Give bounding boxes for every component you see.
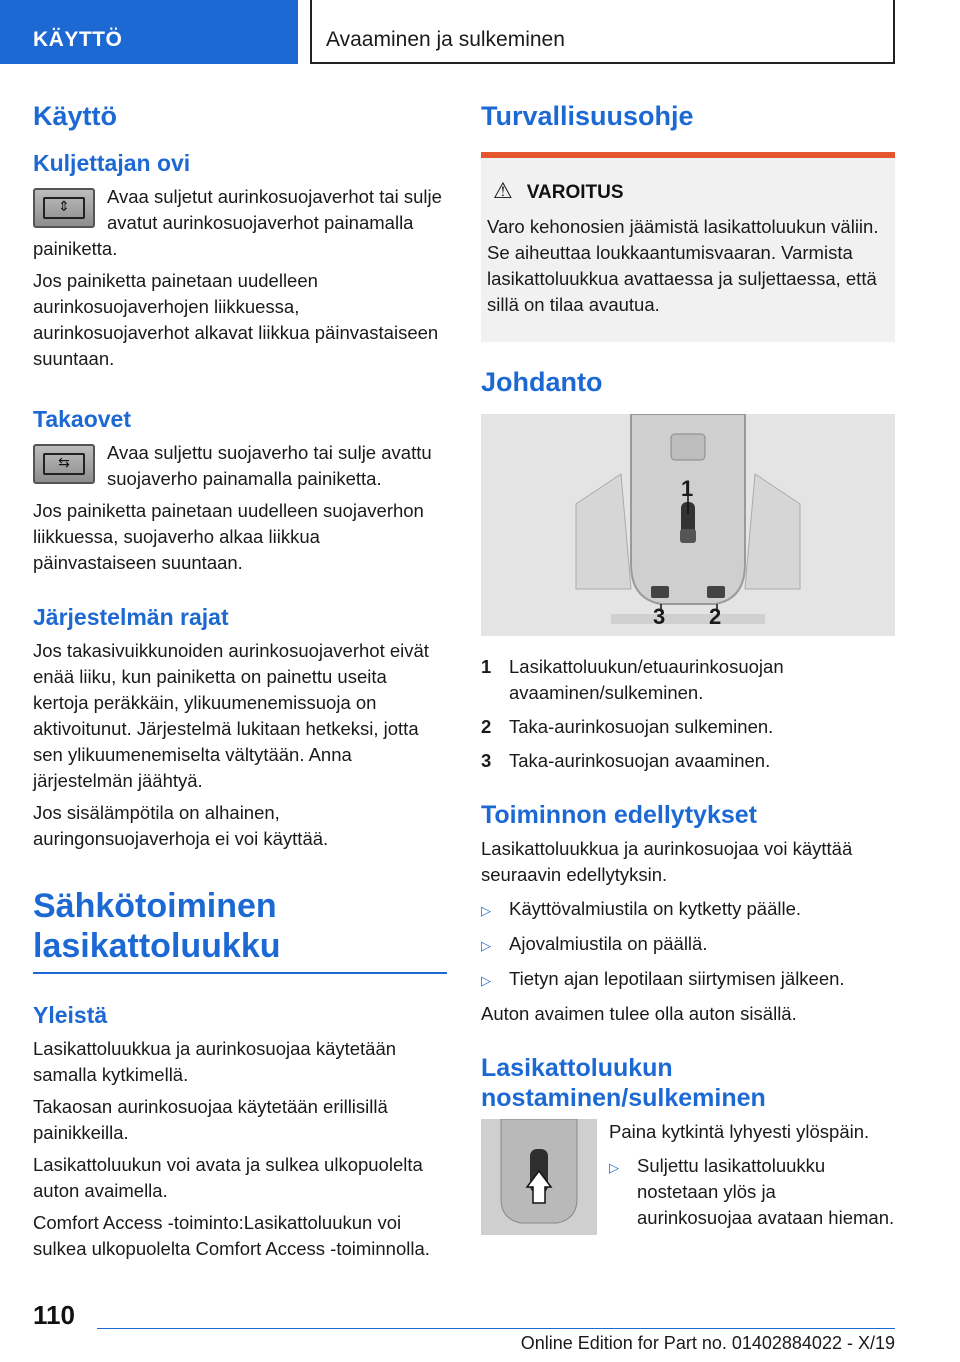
legend-item [481, 714, 895, 740]
photo-label-2: 2 [709, 604, 722, 629]
kuljettajan-ovi-text-1: Avaa suljetut aurinkosuojaverhot tai sulje avatut aurinkosuojaverhot painamalla painiketta. [33, 186, 442, 259]
warning-title [493, 178, 889, 204]
nostaminen-heading: Lasikattoluukun nostaminen/sulkeminen [481, 1054, 766, 1112]
takaovet-text-1: Avaa suljettu suojaverho tai sulje avattu suojaverho painamalla painiketta. [107, 442, 432, 489]
list-item [481, 966, 895, 994]
legend-number: 1 [481, 656, 492, 677]
legend-list [481, 654, 895, 774]
roof-switch-illustration [481, 1119, 597, 1235]
takaovet-block [33, 440, 447, 498]
legend-text: Taka-aurinkosuojan avaaminen. [509, 750, 771, 771]
section-title-line-1: Sähkötoiminen [33, 887, 277, 925]
warning-box [481, 152, 895, 342]
overhead-console-illustration [481, 414, 895, 636]
right-column [481, 98, 895, 1238]
list-item-text: Ajovalmiustila on päällä. [509, 933, 708, 954]
yleista-p1: Lasikattoluukkua ja aurinkosuojaa käytetään samalla kytkimellä. [33, 1038, 397, 1085]
edellytykset-intro: Lasikattoluukkua ja aurinkosuojaa voi käyttää seuraavin edellytyksin. [481, 838, 853, 885]
footer-rule [97, 1328, 895, 1329]
legend-number: 2 [481, 716, 492, 737]
yleista-p3: Lasikattoluukun voi avata ja sulkea ulkopuolelta auton avaimella. [33, 1154, 423, 1201]
nostaminen-text: Paina kytkintä lyhyesti ylöspäin. [609, 1121, 870, 1142]
photo-label-1: 1 [681, 476, 694, 501]
header-section: KÄYTTÖ [0, 0, 298, 64]
list-item [609, 1153, 895, 1231]
edellytykset-list [481, 896, 895, 994]
kuljettajan-ovi-heading: Kuljettajan ovi [33, 150, 191, 176]
kaytto-heading: Käyttö [33, 101, 118, 131]
section-rule [33, 972, 447, 974]
triangle-bullet-icon: ▷ [481, 938, 491, 953]
rear-sunshade-button-icon: ⇆ [33, 444, 95, 484]
rajat-heading: Järjestelmän rajat [33, 604, 229, 630]
section-title-line-2: lasikattoluukku [33, 927, 281, 965]
list-item-text: Tietyn ajan lepotilaan siirtymisen jälkeen. [509, 968, 845, 989]
list-item [481, 896, 895, 924]
triangle-bullet-icon: ▷ [609, 1160, 619, 1175]
nostaminen-block [481, 1119, 895, 1238]
triangle-bullet-icon: ▷ [481, 903, 491, 918]
legend-text: Taka-aurinkosuojan sulkeminen. [509, 716, 774, 737]
list-item [481, 931, 895, 959]
edellytykset-outro: Auton avaimen tulee olla auton sisällä. [481, 1003, 797, 1024]
rajat-text-1: Jos takasivuikkunoiden aurinkosuojaverhot eivät enää liiku, kun painiketta on painettu useita kertoja peräkkäin, ylikuumenemissuoja on aktivoitunut. Järjestelmä lukitaan hetkeksi, jotta sen ylikuumenemiselta vältytään. Anna järjestelmän jäähtyä. [33, 640, 429, 791]
overhead-console-photo [481, 414, 895, 636]
legend-item [481, 748, 895, 774]
johdanto-heading: Johdanto [481, 367, 603, 397]
list-item-text: Suljettu lasikattoluukku nostetaan ylös ja aurinkosuojaa avataan hieman. [637, 1155, 895, 1228]
kuljettajan-ovi-block [33, 184, 447, 268]
legend-number: 3 [481, 750, 492, 771]
yleista-heading: Yleistä [33, 1002, 108, 1028]
takaovet-text-2: Jos painiketta painetaan uudelleen suojaverhon liikkuessa, suojaverho alkaa liikkua päinvastaiseen suuntaan. [33, 500, 424, 573]
nostaminen-list [609, 1153, 895, 1231]
yleista-p2: Takaosan aurinkosuojaa käytetään erillisillä painikkeilla. [33, 1096, 388, 1143]
photo-label-3: 3 [653, 604, 666, 629]
turvallisuus-heading: Turvallisuusohje [481, 101, 694, 131]
rajat-text-2: Jos sisälämpötila on alhainen, auringonsuojaverhoja ei voi käyttää. [33, 802, 329, 849]
list-item-text: Käyttövalmiustila on kytketty päälle. [509, 898, 802, 919]
nostaminen-text-block [609, 1119, 895, 1238]
legend-item [481, 654, 895, 706]
sunshade-button-icon: ⇕ [33, 188, 95, 228]
page-number: 110 [33, 1300, 75, 1330]
legend-text: Lasikattoluukun/etuaurinkosuojan avaaminen/sulkeminen. [509, 656, 784, 703]
header-title: Avaaminen ja sulkeminen [310, 0, 895, 64]
warning-triangle-icon: ⚠ [493, 178, 513, 203]
yleista-p4: Comfort Access -toiminto:Lasikattoluukun voi sulkea ulkopuolelta Comfort Access -toiminnolla. [33, 1212, 430, 1259]
warning-text: Varo kehonosien jäämistä lasikattoluukun väliin. Se aiheuttaa loukkaantumisvaaran. Varmista lasikattoluukkua avattaessa ja suljettaessa, että sillä on tilaa avautua. [487, 216, 879, 315]
triangle-bullet-icon: ▷ [481, 973, 491, 988]
takaovet-heading: Takaovet [33, 406, 132, 432]
edellytykset-heading: Toiminnon edellytykset [481, 801, 757, 829]
left-column [33, 98, 447, 1268]
footer-edition: Online Edition for Part no. 01402884022 - X/19 [520, 1333, 895, 1353]
kuljettajan-ovi-text-2: Jos painiketta painetaan uudelleen aurinkosuojaverhojen liikkuessa, aurinkosuojaverhot alkavat liikkua päinvastaiseen suuntaan. [33, 270, 439, 369]
roof-switch-photo [481, 1119, 597, 1235]
warning-label: VAROITUS [526, 182, 624, 203]
